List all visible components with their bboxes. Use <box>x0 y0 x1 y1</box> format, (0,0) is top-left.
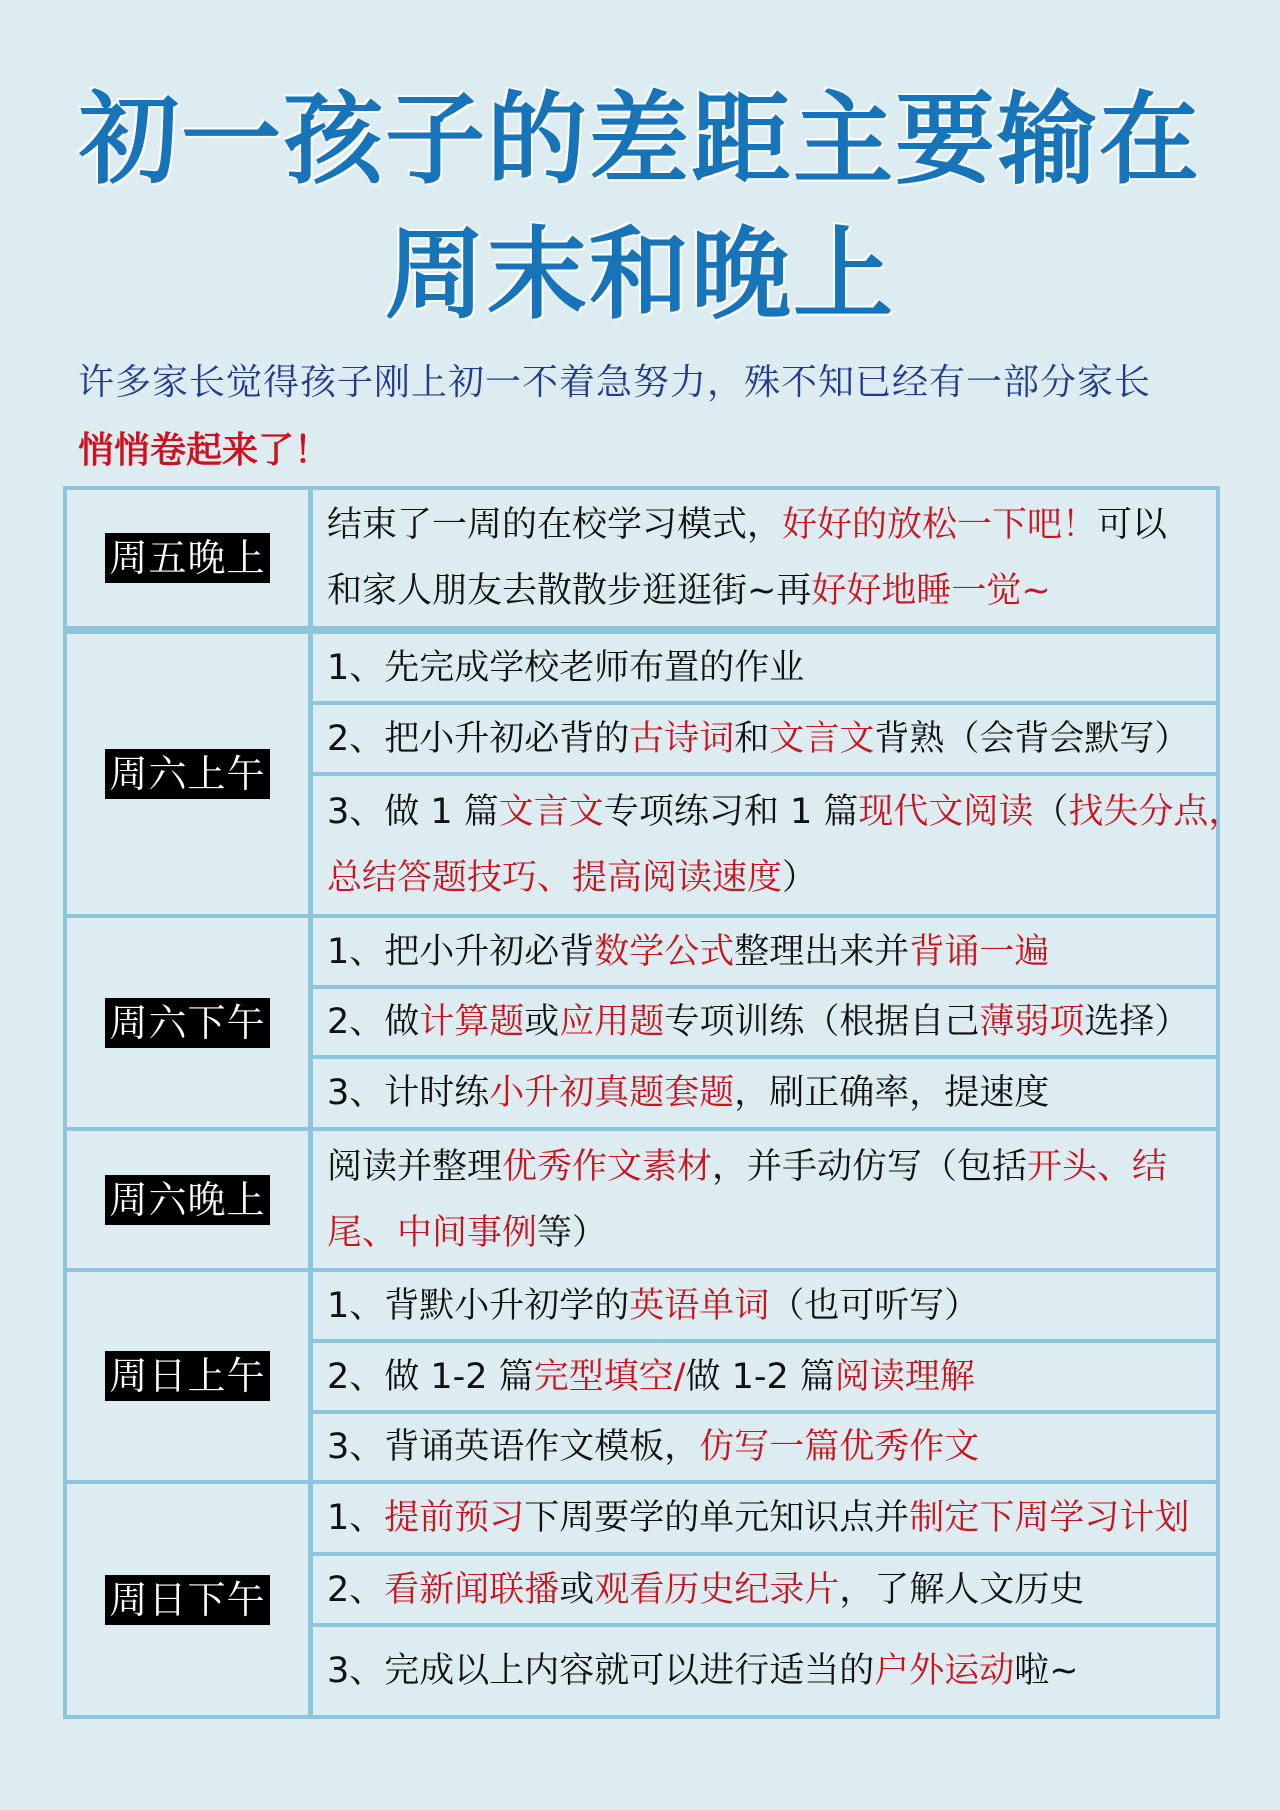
day-label: 周六晚上 <box>105 1175 269 1225</box>
body-text: 专项训练（根据自己 <box>664 1002 980 1042</box>
task-line <box>327 1485 1202 1551</box>
highlight-text: 观看历史纪录片 <box>594 1569 840 1610</box>
body-text: 结束了一周的在校学习模式， <box>327 505 783 545</box>
day-label: 周六下午 <box>105 998 269 1048</box>
body-text: 3、做 1 篇 <box>327 792 499 832</box>
body-text: （也可听写） <box>769 1285 980 1326</box>
task-line <box>327 919 1202 985</box>
highlight-text: 尾、中间事例 <box>327 1212 538 1253</box>
body-text: 1、先完成学校老师布置的作业 <box>327 647 805 688</box>
highlight-text: 应用题 <box>559 1002 665 1042</box>
task-cell <box>313 634 1216 701</box>
task-line <box>327 706 1202 772</box>
highlight-text: 现代文阅读 <box>858 792 1034 832</box>
body-text: （ <box>1033 792 1069 832</box>
day-label: 周日下午 <box>105 1575 269 1625</box>
page-title-line-1: 初一孩子的差距主要输在 <box>79 81 1201 198</box>
day-cell <box>67 634 308 914</box>
body-text: 做 1-2 篇 <box>685 1356 835 1397</box>
body-text: 可以 <box>1097 505 1168 545</box>
day-cell <box>67 1484 308 1715</box>
body-text: 2、把小升初必背的 <box>327 718 630 759</box>
body-text: 或 <box>524 1002 560 1042</box>
task-line <box>327 492 1202 558</box>
body-text: 2、 <box>327 1569 385 1610</box>
body-text: 2、做 1-2 篇 <box>327 1356 534 1397</box>
body-text: 选择） <box>1084 1002 1190 1042</box>
highlight-text: 薄弱项 <box>979 1002 1085 1042</box>
highlight-text: 完型填空/ <box>533 1356 686 1397</box>
task-cell <box>313 490 1216 626</box>
day-cell <box>67 918 308 1127</box>
body-text: 3、完成以上内容就可以进行适当的 <box>327 1651 875 1691</box>
highlight-text: 优秀作文素材 <box>502 1146 713 1187</box>
task-cell <box>313 1272 1216 1339</box>
task-cell <box>313 776 1244 914</box>
highlight-text: 计算题 <box>419 1002 525 1042</box>
intro-line-2: 悄悄卷起来了！ <box>78 430 331 471</box>
body-text: 背熟（会背会默写） <box>874 718 1190 759</box>
highlight-text: 古诗词 <box>629 718 735 759</box>
task-cell <box>313 1556 1216 1623</box>
body-text: 啦~ <box>1014 1651 1079 1691</box>
task-cell <box>313 1059 1216 1127</box>
body-text: 1、背默小升初学的 <box>327 1285 630 1326</box>
task-line <box>327 1344 1202 1410</box>
task-cell <box>313 1627 1216 1715</box>
body-text: 或 <box>559 1569 595 1610</box>
task-cell <box>313 918 1216 985</box>
highlight-text: 看新闻联播 <box>384 1569 560 1610</box>
task-line <box>327 1134 1202 1200</box>
task-line <box>327 989 1202 1055</box>
schedule-table <box>63 486 1244 1719</box>
highlight-text: 仿写一篇优秀作文 <box>699 1427 980 1467</box>
highlight-text: 好好地睡一觉~ <box>811 571 1051 611</box>
body-text: 1、 <box>327 1498 385 1538</box>
highlight-text: 户外运动 <box>874 1651 1015 1691</box>
highlight-text: 找失分点， <box>1068 792 1244 832</box>
task-line <box>327 558 1202 624</box>
highlight-text: 制定下周学习计划 <box>909 1498 1190 1538</box>
body-text: 和家人朋友去散散步逛逛街~再 <box>327 571 812 611</box>
task-line <box>327 1414 1202 1480</box>
body-text: ） <box>782 858 818 898</box>
highlight-text: 总结答题技巧、提高阅读速度 <box>327 858 783 898</box>
task-cell <box>313 1131 1216 1268</box>
body-text: 整理出来并 <box>734 931 910 972</box>
day-cell <box>67 1131 308 1268</box>
task-cell <box>313 989 1216 1055</box>
highlight-text: 英语单词 <box>629 1285 770 1326</box>
day-cell <box>67 490 308 626</box>
body-text: 和 <box>734 718 770 759</box>
task-cell <box>313 1414 1216 1480</box>
task-line <box>327 635 1202 701</box>
task-cell <box>313 1343 1216 1410</box>
highlight-text: 小升初真题套题 <box>489 1073 735 1113</box>
task-line <box>327 779 1244 845</box>
body-text: 等） <box>537 1212 608 1253</box>
day-label: 周日上午 <box>105 1351 269 1401</box>
highlight-text: 好好的放松一下吧！ <box>782 505 1098 545</box>
body-text: ，刷正确率，提速度 <box>734 1073 1050 1113</box>
intro-line-1: 许多家长觉得孩子刚上初一不着急努力，殊不知已经有一部分家长 <box>78 362 1152 403</box>
highlight-text: 提前预习 <box>384 1498 525 1538</box>
task-cell <box>313 705 1216 772</box>
highlight-text: 数学公式 <box>594 931 735 972</box>
task-line <box>327 1557 1202 1623</box>
day-label: 周五晚上 <box>105 533 269 583</box>
body-text: 专项练习和 1 篇 <box>603 792 859 832</box>
body-text: ，了解人文历史 <box>839 1569 1085 1610</box>
body-text: 阅读并整理 <box>327 1146 503 1187</box>
task-line <box>327 1060 1202 1126</box>
highlight-text: 开头、结 <box>1027 1146 1168 1187</box>
task-line <box>327 1638 1202 1704</box>
day-label: 周六上午 <box>105 749 269 799</box>
body-text: 3、计时练 <box>327 1073 490 1113</box>
highlight-text: 背诵一遍 <box>909 931 1050 972</box>
task-cell <box>313 1484 1216 1552</box>
task-line <box>327 845 1202 911</box>
body-text: 1、把小升初必背 <box>327 931 595 972</box>
task-line <box>327 1273 1202 1339</box>
highlight-text: 文言文 <box>769 718 875 759</box>
task-line <box>327 1200 1202 1266</box>
body-text: 2、做 <box>327 1002 420 1042</box>
highlight-text: 文言文 <box>498 792 604 832</box>
day-cell <box>67 1272 308 1480</box>
body-text: 下周要学的单元知识点并 <box>524 1498 910 1538</box>
body-text: ，并手动仿写（包括 <box>712 1146 1028 1187</box>
highlight-text: 阅读理解 <box>834 1356 975 1397</box>
body-text: 3、背诵英语作文模板， <box>327 1427 700 1467</box>
page-title-line-2: 周末和晚上 <box>385 216 895 333</box>
